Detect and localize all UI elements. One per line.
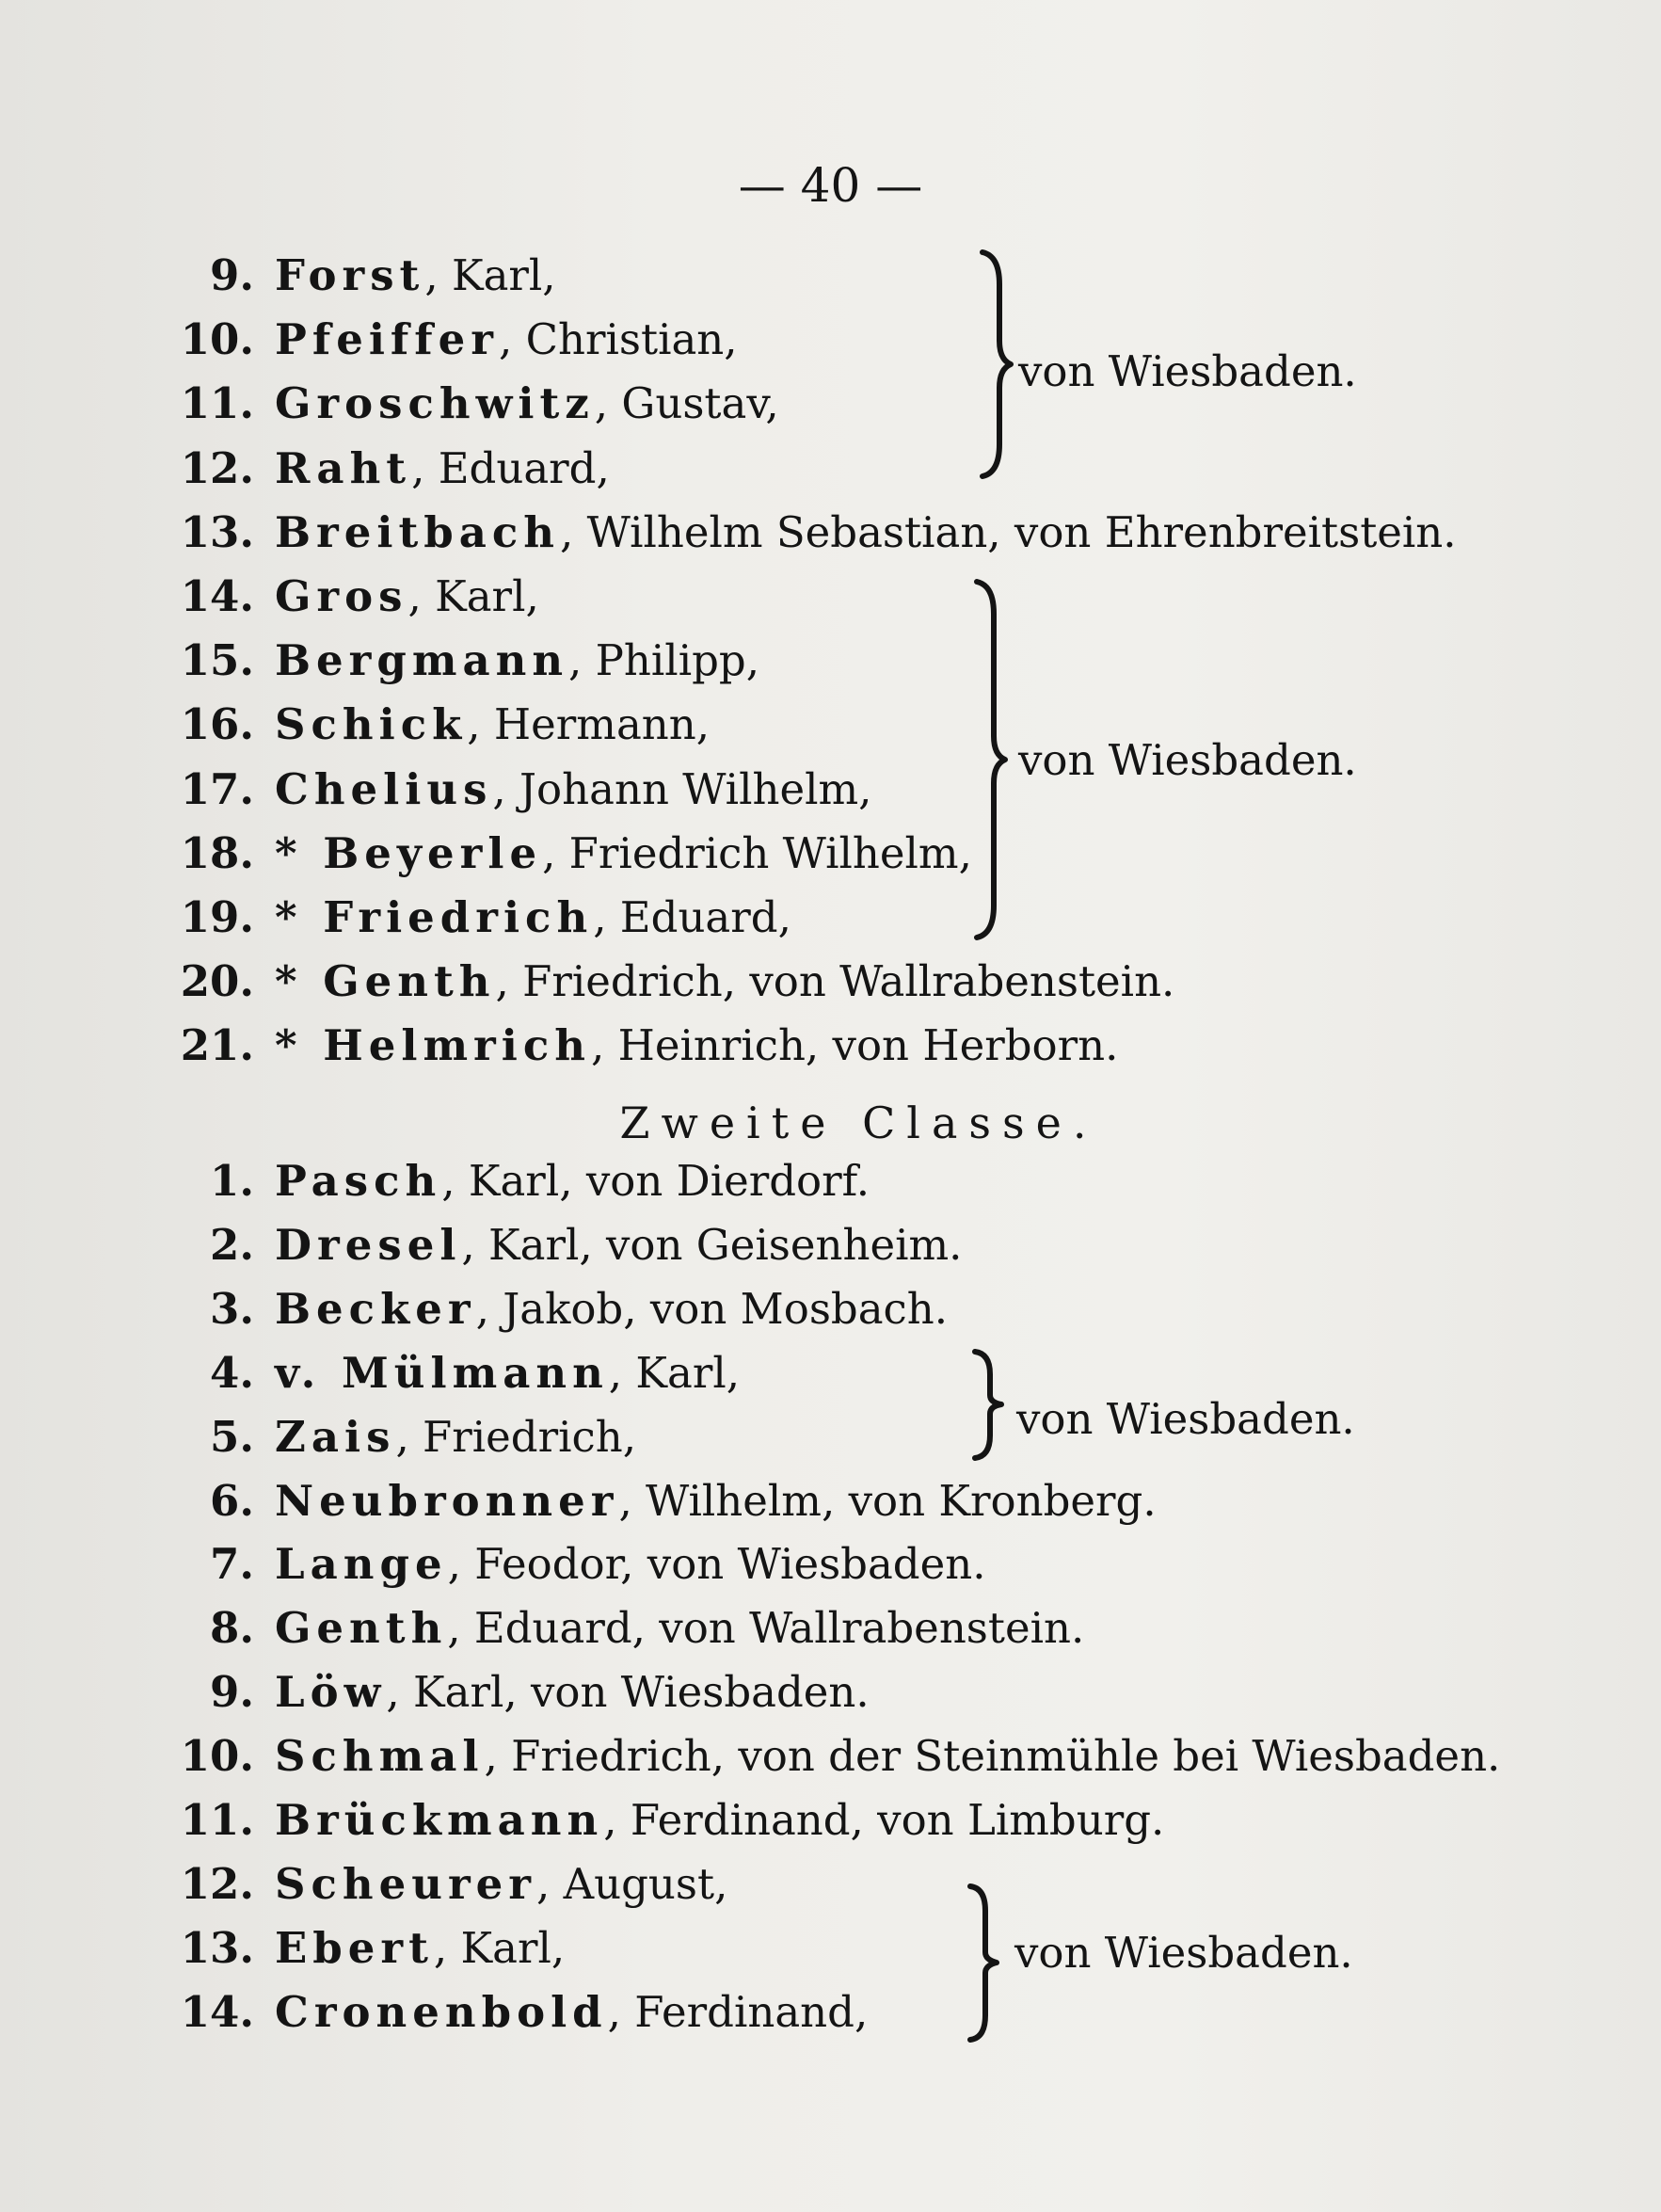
entry-surname: Ebert [275, 1922, 434, 1973]
section-heading: Zweite Classe. [619, 1098, 1098, 1148]
list-item [141, 630, 759, 692]
list-item [141, 438, 610, 500]
entry-details: , Philipp, [568, 635, 760, 686]
entry-surname: Neubronner [275, 1475, 619, 1526]
list-item [141, 951, 1174, 1013]
entry-surname: Scheurer [275, 1858, 537, 1909]
entry-surname: * Beyerle [275, 827, 543, 878]
list-item [141, 1406, 636, 1468]
entry-details: , Christian, [498, 314, 738, 365]
entry-details: , Karl, von Geisenheim. [461, 1219, 963, 1270]
entry-number: 20. [180, 956, 254, 1007]
list-item [141, 1015, 1118, 1077]
entry-number: 2. [210, 1219, 254, 1270]
entry-surname: Groschwitz [275, 378, 595, 429]
entry-surname: Chelius [275, 763, 493, 814]
entry-details: , Ferdinand, von Limburg. [603, 1795, 1165, 1845]
list-item [141, 759, 871, 821]
entry-number: 17. [180, 763, 254, 814]
entry-surname: Dresel [275, 1219, 462, 1270]
entry-number: 1. [210, 1156, 254, 1206]
entry-number: 11. [180, 1795, 254, 1845]
list-item [141, 1214, 962, 1276]
entry-details: , Karl, [608, 1347, 741, 1398]
list-item [141, 566, 539, 628]
entry-details: , Karl, [433, 1922, 566, 1973]
entry-details: , Wilhelm, von Kronberg. [618, 1475, 1157, 1526]
entry-details: , August, [536, 1858, 728, 1909]
entry-number: 12. [180, 442, 254, 493]
entry-details: , Hermann, [467, 699, 711, 750]
list-item [141, 1853, 727, 1915]
page-number: — 40 — [738, 158, 923, 213]
entry-surname: Pfeiffer [275, 314, 499, 365]
entry-number: 4. [210, 1347, 254, 1398]
entry-details: , Heinrich, von Herborn. [590, 1020, 1119, 1071]
list-item [141, 1533, 986, 1595]
entry-surname: Schmal [275, 1731, 485, 1782]
brace-2 [971, 576, 1009, 943]
entry-details: , Friedrich, [395, 1411, 637, 1462]
brace-3 [969, 1346, 1007, 1464]
list-item [141, 309, 738, 371]
entry-details: , Gustav, [594, 378, 779, 429]
entry-surname: Raht [275, 442, 412, 493]
list-item [141, 887, 791, 949]
entry-details: , Wilhelm Sebastian, von Ehrenbreitstein. [560, 506, 1457, 557]
entry-details: , Friedrich, von der Steinmühle bei Wiesbaden. [484, 1731, 1501, 1782]
entry-details: , Eduard, [593, 892, 791, 942]
list-item [141, 1789, 1164, 1851]
entry-number: 10. [180, 1731, 254, 1782]
brace-label-3: von Wiesbaden. [1016, 1394, 1355, 1444]
entry-number: 6. [210, 1475, 254, 1526]
entry-details: , Friedrich Wilhelm, [542, 827, 972, 878]
entry-surname: Löw [275, 1667, 387, 1718]
list-item [141, 245, 556, 307]
entry-details: , Karl, [424, 250, 556, 300]
brace-label-2: von Wiesbaden. [1018, 735, 1357, 785]
list-item [141, 1661, 870, 1723]
entry-surname: v. Mülmann [275, 1347, 609, 1398]
entry-number: 7. [210, 1539, 254, 1590]
entry-details: , Jakob, von Mosbach. [475, 1283, 949, 1334]
entry-number: 18. [180, 827, 254, 878]
entry-surname: * Genth [275, 956, 496, 1007]
list-item [141, 1725, 1500, 1787]
entry-number: 13. [180, 1922, 254, 1973]
entry-number: 19. [180, 892, 254, 942]
list-item [141, 1342, 740, 1404]
entry-surname: * Helmrich [275, 1020, 591, 1071]
entry-surname: Cronenbold [275, 1986, 608, 2037]
brace-4 [965, 1881, 1002, 2045]
brace-label-4: von Wiesbaden. [1014, 1928, 1353, 1978]
entry-details: , Ferdinand, [607, 1986, 869, 2037]
list-item [141, 1278, 948, 1340]
entry-details: , Eduard, [411, 442, 610, 493]
entry-number: 14. [180, 571, 254, 621]
entry-number: 3. [210, 1283, 254, 1334]
list-item [141, 373, 779, 435]
entry-details: , Eduard, von Wallrabenstein. [447, 1603, 1085, 1654]
entry-details: , Karl, [407, 571, 539, 621]
entry-surname: Forst [275, 250, 425, 300]
list-item [141, 823, 972, 885]
entry-surname: Schick [275, 699, 468, 750]
list-item [141, 694, 710, 756]
entry-surname: Lange [275, 1539, 448, 1590]
entry-number: 8. [210, 1603, 254, 1654]
entry-details: , Karl, von Dierdorf. [441, 1156, 870, 1206]
entry-details: , Feodor, von Wiesbaden. [447, 1539, 986, 1590]
list-item [141, 1150, 870, 1212]
brace-1 [977, 247, 1014, 482]
brace-label-1: von Wiesbaden. [1018, 346, 1357, 396]
entry-surname: Becker [275, 1283, 476, 1334]
entry-number: 21. [180, 1020, 254, 1071]
entry-number: 12. [180, 1858, 254, 1909]
entry-number: 14. [180, 1986, 254, 2037]
entry-surname: Breitbach [275, 506, 560, 557]
entry-surname: Bergmann [275, 635, 569, 686]
list-item [141, 1917, 565, 1980]
entry-number: 15. [180, 635, 254, 686]
entry-details: , Friedrich, von Wallrabenstein. [495, 956, 1175, 1007]
list-item [141, 1597, 1084, 1659]
list-item [141, 1981, 868, 2044]
list-item [141, 1470, 1157, 1532]
entry-details: , Johann Wilhelm, [492, 763, 872, 814]
entry-number: 11. [180, 378, 254, 429]
entry-details: , Karl, von Wiesbaden. [386, 1667, 870, 1718]
entry-number: 10. [180, 314, 254, 365]
entry-number: 9. [210, 1667, 254, 1718]
list-item [141, 502, 1457, 564]
entry-surname: Brückmann [275, 1795, 604, 1845]
entry-surname: Zais [275, 1411, 396, 1462]
entry-surname: Gros [275, 571, 408, 621]
entry-surname: Pasch [275, 1156, 442, 1206]
entry-surname: * Friedrich [275, 892, 594, 942]
entry-number: 9. [210, 250, 254, 300]
entry-number: 16. [180, 699, 254, 750]
entry-number: 5. [210, 1411, 254, 1462]
entry-number: 13. [180, 506, 254, 557]
entry-surname: Genth [275, 1603, 448, 1654]
